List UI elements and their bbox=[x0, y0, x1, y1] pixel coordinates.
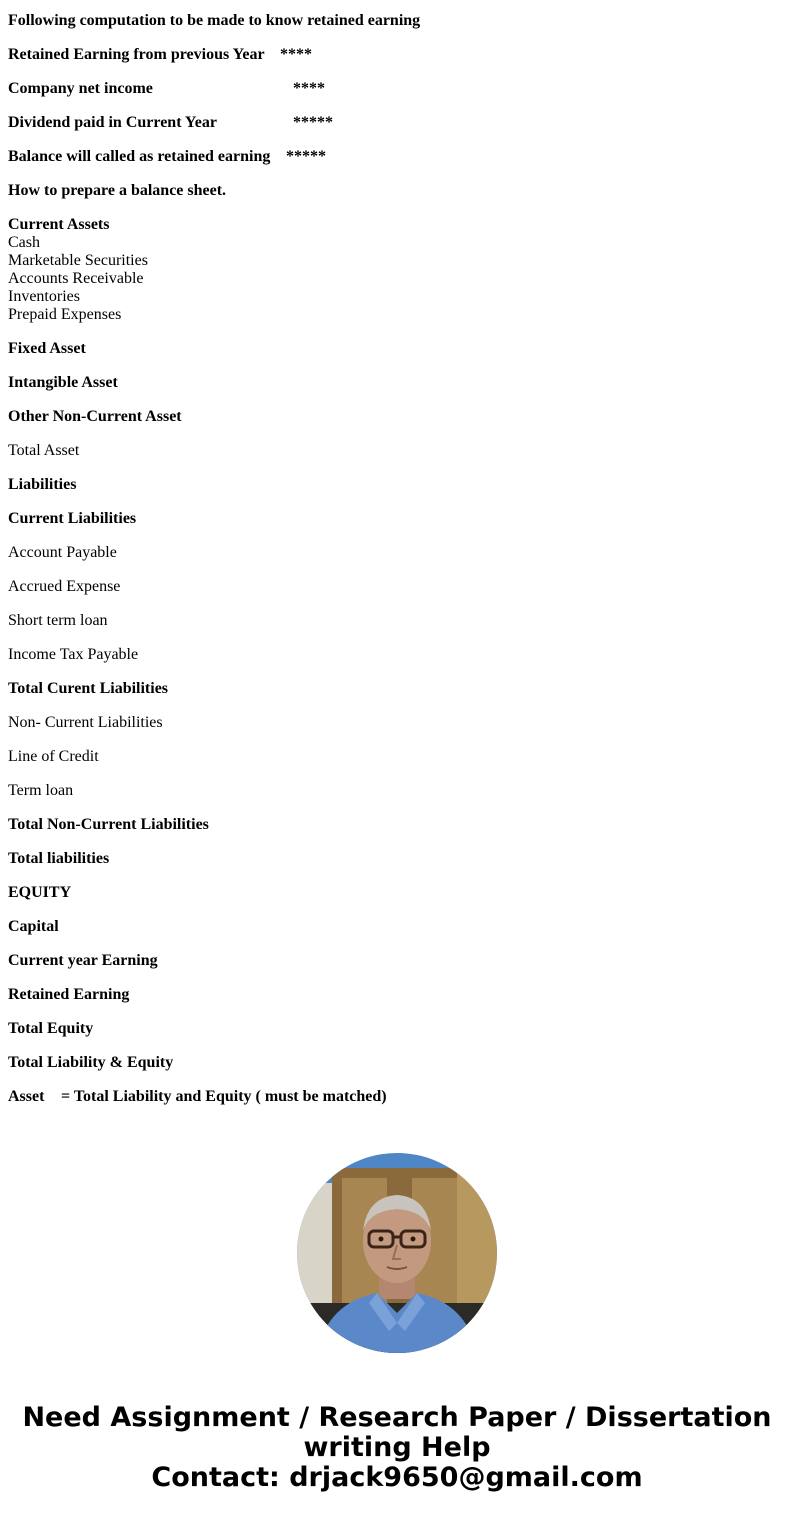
equation-right: = Total Liability and Equity ( must be matched) bbox=[61, 1088, 387, 1105]
current-asset-item: Prepaid Expenses bbox=[8, 306, 122, 323]
profile-photo bbox=[297, 1153, 497, 1353]
fixed-asset-heading: Fixed Asset bbox=[8, 340, 86, 357]
portrait-illustration bbox=[297, 1153, 497, 1353]
computation-row-label: Balance will called as retained earning bbox=[8, 148, 271, 165]
current-liability-item: Income Tax Payable bbox=[8, 646, 139, 663]
equity-item: Retained Earning bbox=[8, 986, 130, 1003]
computation-row-label: Company net income bbox=[8, 80, 153, 97]
current-liabilities-heading: Current Liabilities bbox=[8, 510, 137, 527]
non-current-liabilities-heading: Non- Current Liabilities bbox=[8, 714, 163, 731]
liabilities-heading: Liabilities bbox=[8, 476, 77, 493]
intangible-asset-heading: Intangible Asset bbox=[8, 374, 118, 391]
computation-row-value: ***** bbox=[286, 148, 326, 165]
computation-row-label: Retained Earning from previous Year bbox=[8, 46, 265, 63]
non-current-liability-item: Line of Credit bbox=[8, 748, 99, 765]
footer-line: Need Assignment / Research Paper / Dissertation bbox=[22, 1402, 772, 1433]
current-liability-item: Accrued Expense bbox=[8, 578, 121, 595]
other-non-current-asset-heading: Other Non-Current Asset bbox=[8, 408, 182, 425]
contact-email: Contact: drjack9650@gmail.com bbox=[151, 1462, 643, 1493]
current-asset-item: Accounts Receivable bbox=[8, 270, 144, 287]
computation-row-value: **** bbox=[293, 80, 325, 97]
current-asset-item: Cash bbox=[8, 234, 40, 251]
total-liability-equity: Total Liability & Equity bbox=[8, 1054, 174, 1071]
current-liability-item: Short term loan bbox=[8, 612, 108, 629]
computation-row-label: Dividend paid in Current Year bbox=[8, 114, 217, 131]
equation-left: Asset bbox=[8, 1088, 45, 1105]
non-current-liability-item: Term loan bbox=[8, 782, 74, 799]
balance-sheet-heading: How to prepare a balance sheet. bbox=[8, 182, 227, 199]
total-current-liabilities: Total Curent Liabilities bbox=[8, 680, 169, 697]
total-non-current-liabilities: Total Non-Current Liabilities bbox=[8, 816, 209, 833]
equity-item: Current year Earning bbox=[8, 952, 158, 969]
current-asset-item: Inventories bbox=[8, 288, 80, 305]
footer-line: writing Help bbox=[303, 1432, 491, 1463]
total-liabilities: Total liabilities bbox=[8, 850, 110, 867]
computation-heading: Following computation to be made to know retained earning bbox=[8, 12, 421, 29]
total-asset-label: Total Asset bbox=[8, 442, 80, 459]
equity-heading: EQUITY bbox=[8, 884, 72, 901]
current-liability-item: Account Payable bbox=[8, 544, 117, 561]
computation-row-value: **** bbox=[280, 46, 312, 63]
computation-row-value: ***** bbox=[293, 114, 333, 131]
total-equity: Total Equity bbox=[8, 1020, 94, 1037]
current-assets-heading: Current Assets bbox=[8, 216, 110, 233]
current-asset-item: Marketable Securities bbox=[8, 252, 148, 269]
equity-item: Capital bbox=[8, 918, 59, 935]
footer-banner bbox=[0, 1403, 794, 1493]
